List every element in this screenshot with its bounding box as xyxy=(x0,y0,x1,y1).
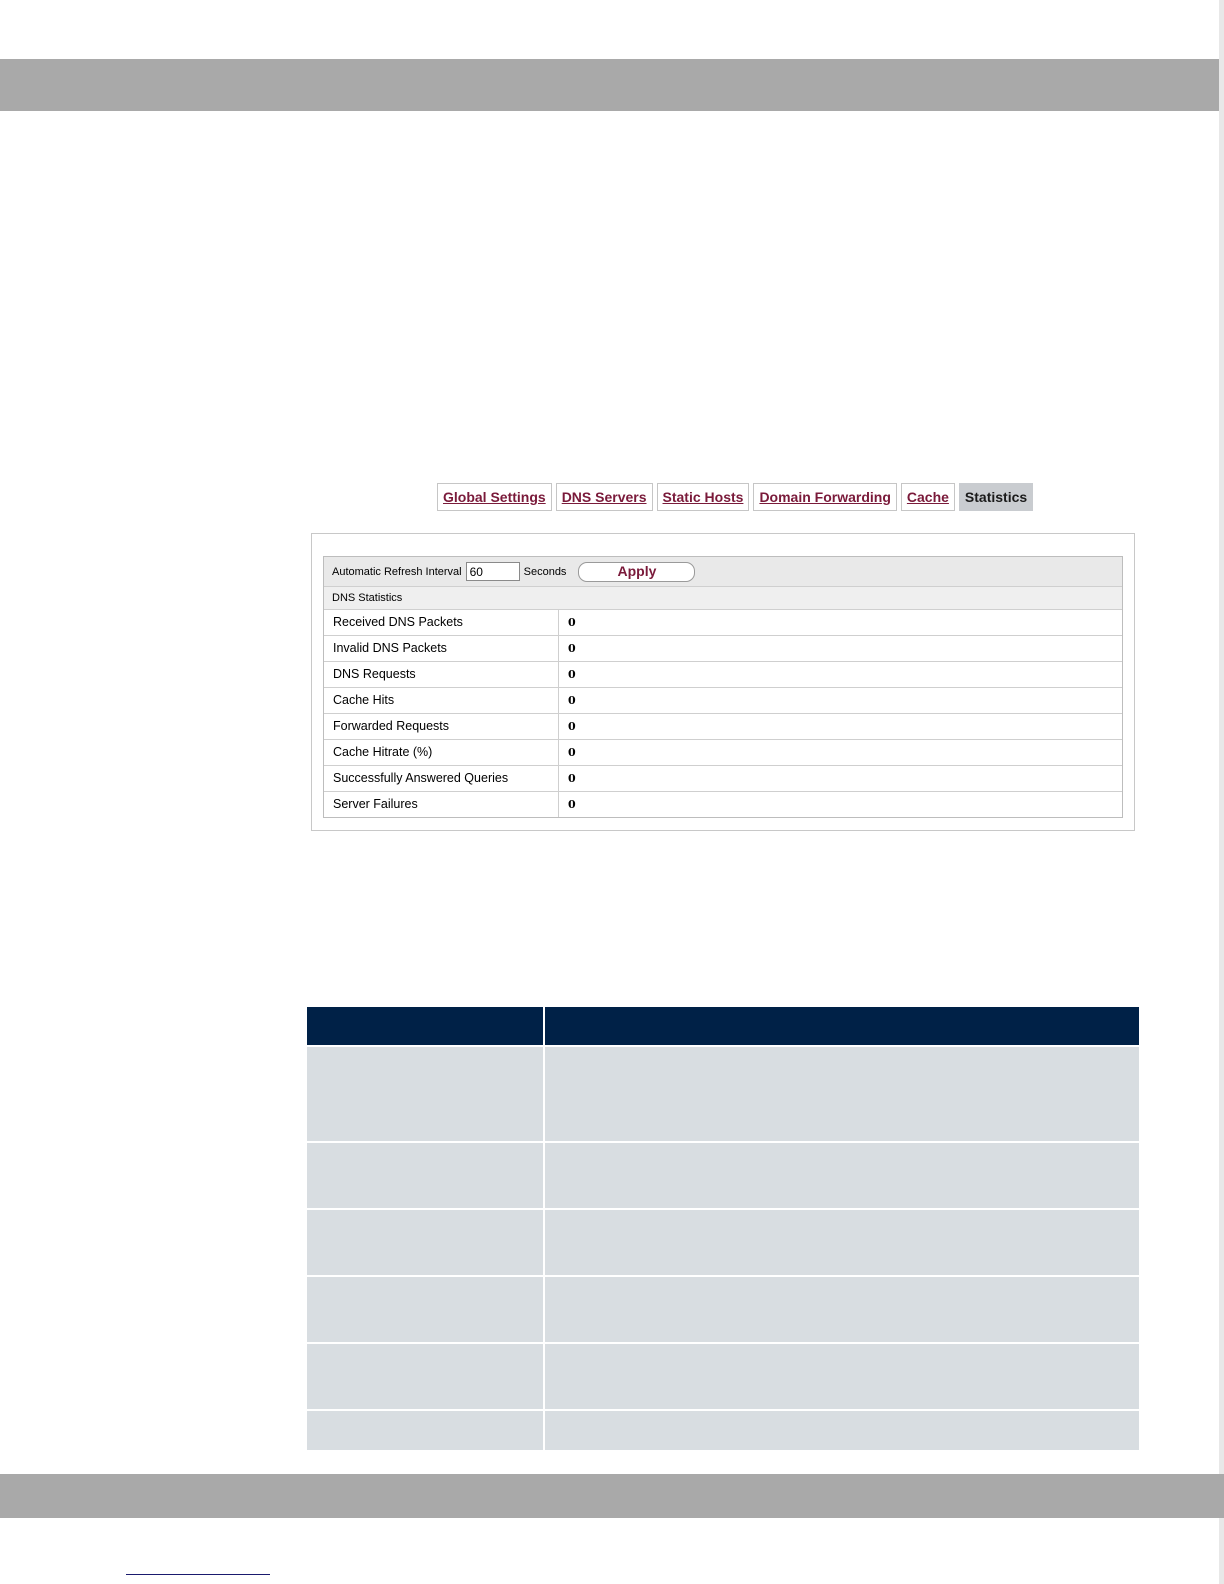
description-cell xyxy=(544,1343,1139,1410)
description-cell xyxy=(307,1209,544,1276)
description-row xyxy=(307,1343,1139,1410)
description-cell xyxy=(307,1410,544,1450)
stat-value: 0 xyxy=(568,616,576,629)
statistics-panel xyxy=(311,533,1135,831)
section-title: DNS Statistics xyxy=(324,587,1122,610)
description-cell xyxy=(307,1343,544,1410)
stat-value: 0 xyxy=(568,694,576,707)
description-header-cell xyxy=(544,1007,1139,1046)
description-row xyxy=(307,1276,1139,1343)
stat-row xyxy=(324,635,1122,661)
tab-domain-forwarding[interactable]: Domain Forwarding xyxy=(753,483,896,511)
description-header-row xyxy=(307,1007,1139,1046)
description-table xyxy=(307,1007,1139,1450)
description-row xyxy=(307,1410,1139,1450)
description-cell xyxy=(307,1142,544,1209)
description-row xyxy=(307,1142,1139,1209)
stat-label: Received DNS Packets xyxy=(324,610,559,635)
stat-label: Cache Hits xyxy=(324,688,559,713)
stats-list xyxy=(324,610,1122,817)
stat-value: 0 xyxy=(568,720,576,733)
tab-statistics[interactable]: Statistics xyxy=(959,483,1033,511)
description-header-cell xyxy=(307,1007,544,1046)
stat-value: 0 xyxy=(568,798,576,811)
page-edge xyxy=(1219,0,1224,1584)
stat-row xyxy=(324,687,1122,713)
stat-label: Cache Hitrate (%) xyxy=(324,740,559,765)
description-cell xyxy=(307,1046,544,1142)
description-cell xyxy=(544,1046,1139,1142)
stat-row xyxy=(324,661,1122,687)
refresh-row xyxy=(324,557,1122,587)
description-cell xyxy=(544,1410,1139,1450)
stat-label: Successfully Answered Queries xyxy=(324,766,559,791)
refresh-interval-label: Automatic Refresh Interval xyxy=(332,565,462,578)
stat-row xyxy=(324,765,1122,791)
stat-label: Server Failures xyxy=(324,792,559,817)
description-cell xyxy=(544,1209,1139,1276)
stat-row xyxy=(324,739,1122,765)
stat-value: 0 xyxy=(568,668,576,681)
description-cell xyxy=(307,1276,544,1343)
stat-label: Forwarded Requests xyxy=(324,714,559,739)
description-cell xyxy=(544,1142,1139,1209)
stat-label: DNS Requests xyxy=(324,662,559,687)
tab-static-hosts[interactable]: Static Hosts xyxy=(657,483,750,511)
stat-value: 0 xyxy=(568,642,576,655)
stat-row xyxy=(324,610,1122,635)
tab-global-settings[interactable]: Global Settings xyxy=(437,483,552,511)
page-header-bar xyxy=(0,59,1224,111)
refresh-interval-input[interactable] xyxy=(466,562,520,581)
tab-dns-servers[interactable]: DNS Servers xyxy=(556,483,653,511)
tab-cache[interactable]: Cache xyxy=(901,483,955,511)
statistics-table xyxy=(323,556,1123,818)
page-footer-bar xyxy=(0,1474,1224,1518)
stat-value: 0 xyxy=(568,746,576,759)
description-row xyxy=(307,1046,1139,1142)
stat-row xyxy=(324,713,1122,739)
apply-button[interactable]: Apply xyxy=(578,562,695,582)
description-row xyxy=(307,1209,1139,1276)
footnote-rule xyxy=(126,1574,270,1575)
refresh-unit-label: Seconds xyxy=(523,565,567,578)
tab-bar xyxy=(437,483,1033,511)
description-cell xyxy=(544,1276,1139,1343)
stat-row xyxy=(324,791,1122,817)
stat-label: Invalid DNS Packets xyxy=(324,636,559,661)
stat-value: 0 xyxy=(568,772,576,785)
